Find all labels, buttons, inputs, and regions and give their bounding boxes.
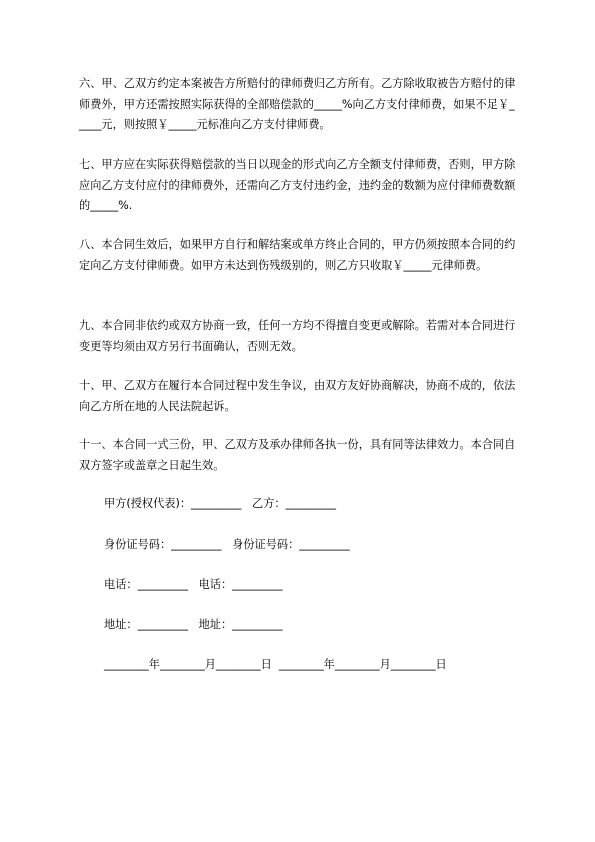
clause-9: 九、本合同非依约或双方协商一致，任何一方均不得擅自变更或解除。若需对本合同进行变更等均须由双方另行书面确认，否则无效。 [79, 319, 516, 353]
signature-id-line: 身份证号码：_________ 身份证号码：_________ [104, 538, 350, 551]
signature-phone-line: 电话：_________ 电话：_________ [104, 578, 283, 591]
clause-10: 十、甲、乙双方在履行本合同过程中发生争议，由双方友好协商解决，协商不成的，依法向乙方所在地的人民法院起诉。 [79, 379, 516, 413]
clause-11: 十一、本合同一式三份，甲、乙双方及承办律师各执一份，具有同等法律效力。本合同自双方签字或盖章之日起生效。 [79, 438, 516, 472]
clause-8: 八、本合同生效后，如果甲方自行和解结案或单方终止合同的，甲方仍须按照本合同的约定向乙方支付律师费。如甲方未达到伤残级别的，则乙方只收取￥_____元律师费。 [79, 238, 516, 272]
signature-party-line: 甲方(授权代表)：_________ 乙方：_________ [104, 497, 336, 510]
clause-6: 六、甲、乙双方约定本案被告方所赔付的律师费归乙方所有。乙方除收取被告方赔付的律师费外，甲方还需按照实际获得的全部赔偿款的_____%向乙方支付律师费，如果不足￥_____元，则按照￥_____元标准向乙方支付律师费。 [79, 77, 516, 131]
signature-address-line: 地址：_________ 地址：_________ [104, 618, 283, 631]
clause-7: 七、甲方应在实际获得赔偿款的当日以现金的形式向乙方全额支付律师费，否则，甲方除应向乙方支付应付的律师费外，还需向乙方支付违约金，违约金的数额为应付律师费数额的_____%. [79, 158, 516, 212]
signature-date-line: ________年________月________日 ________年________月________日 [104, 658, 447, 671]
